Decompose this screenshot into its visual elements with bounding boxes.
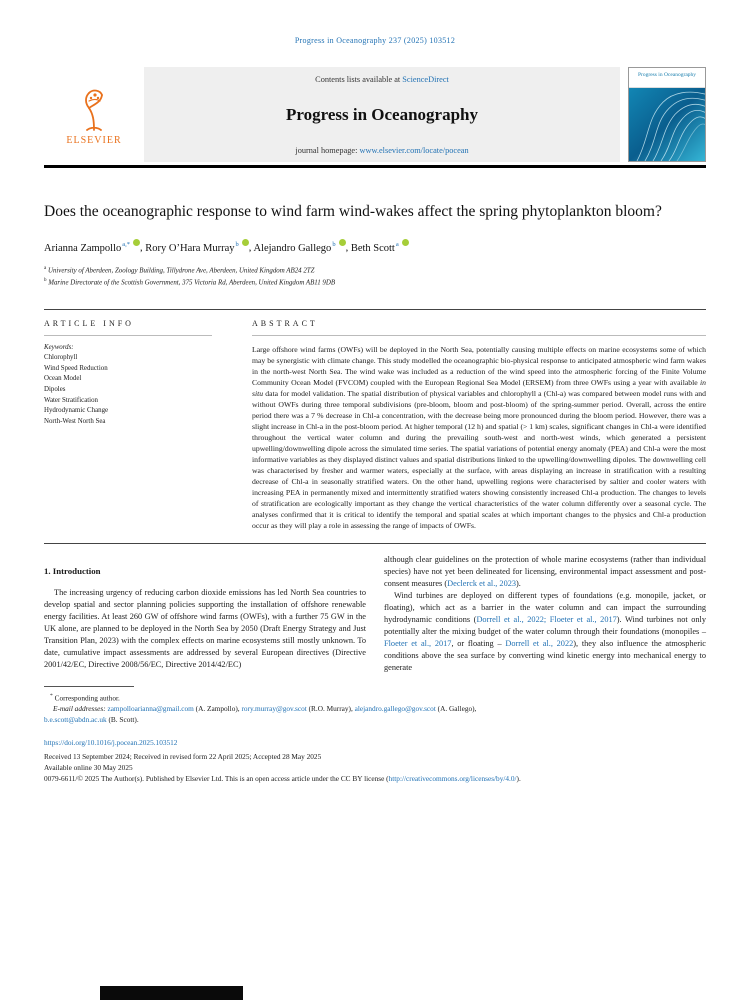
paragraph-part: , or floating – [451,638,506,648]
homepage-line [148,146,616,155]
elsevier-logo[interactable] [44,67,144,162]
email-addresses [44,704,706,726]
author-affiliation-sup: a,* [122,241,131,249]
orcid-icon[interactable] [402,239,409,246]
header-rule [44,165,706,168]
email-link[interactable]: zampolloarianna@gmail.com [107,704,194,714]
article-info-column [44,319,212,531]
footnotes [44,686,706,726]
homepage-prefix: journal homepage: [295,146,360,155]
author [253,243,345,254]
article-info-heading: ARTICLE INFO [44,319,212,336]
journal-homepage-link[interactable]: www.elsevier.com/locate/pocean [359,146,469,155]
keyword-item: Water Stratification [44,396,98,404]
author-separator: , [248,242,254,254]
journal-cover-thumbnail[interactable] [628,67,706,162]
email-label: E-mail addresses: [53,704,106,714]
affiliation [44,265,706,277]
keyword-item: Hydrodynamic Change [44,407,109,415]
author-list [44,239,706,254]
affiliation-sup: b [44,277,47,283]
elsevier-logo-text: ELSEVIER [66,134,122,146]
corresponding-text: Corresponding author. [52,693,120,703]
keyword-item: Dipoles [44,385,66,393]
contents-prefix: Contents lists available at [315,75,403,84]
next-page-edge [100,986,243,1000]
citation-link[interactable]: Floeter et al., 2017 [384,638,452,648]
abstract-part: Large offshore wind farms (OWFs) will be deployed in the North Sea, potentially causing multiple effects on marine ecosystems some of which may be synergistic with climate change. This study modelled the oceanographic bio-physical response to anticipated atmospheric wind farm wakes in the north-west North Sea. The wind wake was included as a reduction of the wind speed into the atmospheric forcing of the Finite Volume Community Ocean Model (FVCOM) coupled with the European Regional Sea Model (ERSEM) from three OWFs using a year with available [252,344,706,387]
paragraph-part: ), they also influence the atmospheric conditions above the sea surface by converting wind kinetic energy into mechanical energy to generate [384,638,706,673]
author-separator: , [140,242,146,254]
affiliation-text: Marine Directorate of the Scottish Government, 375 Victoria Rd, Aberdeen, United Kingdom AB11 9DB [48,279,336,287]
keyword-item: North-West North Sea [44,418,106,426]
orcid-icon[interactable] [339,239,346,246]
paragraph-part: although clear guidelines on the protection of whole marine ecosystems (rather than individual species) have not yet been delineated for licensing, environmental impact assessment and post-consent measures ( [384,554,706,588]
cc-license-link[interactable]: http://creativecommons.org/licenses/by/4.0/ [388,774,517,784]
citation-link[interactable]: Dorrell et al., 2022; Floeter et al., 2017 [476,614,617,624]
article-info-abstract-section [44,309,706,544]
copyright-line [44,773,706,784]
affiliation-text: University of Aberdeen, Zoology Building, Tillydrone Ave, Aberdeen, United Kingdom AB24 2TZ [47,267,315,275]
article-title: Does the oceanographic response to wind farm wind-wakes affect the spring phytoplankton bloom? [44,203,662,220]
affiliation-sup: a [44,265,47,271]
orcid-icon[interactable] [133,239,140,246]
abstract-column [252,319,706,531]
paragraph-part: Wind turbines are deployed on different types of foundations (e.g. monopile, jacket, or floating), which act as a barrier in the water column and can impact the surrounding hydrodynamic conditions ( [384,590,706,624]
journal-reference-link[interactable]: Progress in Oceanography 237 (2025) 103512 [294,36,456,45]
email-link[interactable]: alejandro.gallego@gov.scot [354,704,436,714]
keyword-item: Wind Speed Reduction [44,364,108,372]
paragraph-part: ). Wind turbines not only potentially alter the mixing budget of the water column through their foundations (monopiles – [384,614,706,636]
section-heading: 1. Introduction [44,565,101,576]
body-columns [44,554,706,674]
abstract-part: data for model validation. The spatial distribution of physical variables and chlorophyll a (Chl-a) was compared between model runs with and without OWFs during three temporal subdivisions (pre-bloom, bloom and post-bloom) of the spring-summer period. Overall, across the entire period there was a 7 % decrease in Chl-a concentration, with the decrease being more pronounced during the bloom period. However, there was a slight increase in Chl-a in the post-bloom period. At higher temporal (12 h) and spatial (> 1 km) scales, significant changes in Chl-a were identified throughout the vertical water column and during the prevailing south-west and north-west winds, which generated a persistent upwelling/downwelling dipole across the simulated time series. The spatial variations of potential energy anomaly (PEA) and Chl-a were the most informative variables as they displayed distinct values and spatial distributions linked to the upwelling/downwelling dipoles. The downwelling cell was characterised by fresher and warmer waters, especially at the surface, with areas displaying an increase in stratification with a resulting decrease of Chl-a in seasonally stratified waters. On the other hand, upwelling regions were characterised by saltier and cooler waters with increasing PEA in permanently mixed and intermittently stratified waters showing consistently increased Chl-a production. The changes to levels of stratification are ecologically important as they change the vertical characteristics of the water column differently over a seasonal cycle. The analyses confirmed that it is critical to identify the temporal and spatial scales at which important changes to the physics and Chl-a production occur as they will play a role in assessing the range of impacts of OWFs. [252,388,706,530]
available-online: Available online 30 May 2025 [44,762,133,772]
copyright-text: ). [516,774,521,784]
author-name: Beth Scott [350,242,395,254]
author-affiliation-sup: b [332,241,336,249]
author [44,243,140,254]
email-text: (A. Gallego), [435,704,477,714]
contents-line [148,75,616,84]
elsevier-tree-icon [73,84,115,134]
keywords-label: Keywords: [44,343,74,351]
abstract-insitu: in situ [252,377,706,398]
journal-header [44,67,706,162]
email-text: (B. Scott). [106,715,139,725]
affiliation [44,277,706,289]
author [145,243,248,254]
author-separator: , [345,242,351,254]
citation-link[interactable]: Declerck et al., 2023 [447,578,517,588]
cover-title: Progress in Oceanography [629,68,705,88]
author-name: Rory O’Hara Murray [145,242,235,254]
body-left-column [44,554,366,674]
body-paragraph [384,590,706,674]
abstract-text [252,344,706,531]
keyword-item: Ocean Model [44,375,82,383]
author-affiliation-sup: b [235,241,239,249]
copyright-text: 0079-6611/© 2025 The Author(s). Published by Elsevier Ltd. This is an open access article under the CC BY license ( [44,774,389,784]
article-meta-footer [44,737,706,784]
abstract-heading: ABSTRACT [252,319,706,336]
email-link[interactable]: rory.murray@gov.scot [241,704,307,714]
author-affiliation-sup: a [395,241,399,249]
email-link[interactable]: b.e.scott@abdn.ac.uk [44,715,107,725]
doi-link[interactable]: https://doi.org/10.1016/j.pocean.2025.103512 [44,738,178,748]
affiliation-list [44,265,706,289]
doi-line [44,737,706,748]
footnote-rule [44,686,134,687]
keyword-item: Chlorophyll [44,353,78,361]
body-paragraph [384,554,706,590]
journal-banner [144,67,620,162]
author-name: Alejandro Gallego [253,242,332,254]
received-dates: Received 13 September 2024; Received in revised form 22 April 2025; Accepted 28 May 2025 [44,751,322,761]
body-right-column [384,554,706,674]
journal-title: Progress in Oceanography [285,105,479,124]
paragraph-part: ). [516,578,521,588]
email-text: (A. Zampollo), [193,704,242,714]
email-text: (R.O. Murray), [306,704,355,714]
cover-art [629,88,705,161]
author-name: Arianna Zampollo [44,242,122,254]
orcid-icon[interactable] [242,239,249,246]
footnote-star: * [50,693,53,700]
citation-link[interactable]: Dorrell et al., 2022 [505,638,574,648]
author [351,243,409,254]
corresponding-author-note [44,692,706,704]
sciencedirect-link[interactable]: ScienceDirect [402,75,449,84]
intro-paragraph: The increasing urgency of reducing carbon dioxide emissions has led North Sea countries to develop spatial and sector planning policies supporting the installation of offshore renewable energy facilities. At least 260 GW of offshore wind farms (OWFs), with a further 75 GW in the UK alone, are planned to be deployed in the North Sea by 2050 (Draft Energy Strategy and Just Transition Plan, 2023) with the complex effects on marine ecosystems still mostly unknown. To date, cumulative impact assessments are addressed by several European directives (Directive 2001/42/EC, Directive 2008/56/EC, Directive 2014/42/EC) [44,587,366,669]
